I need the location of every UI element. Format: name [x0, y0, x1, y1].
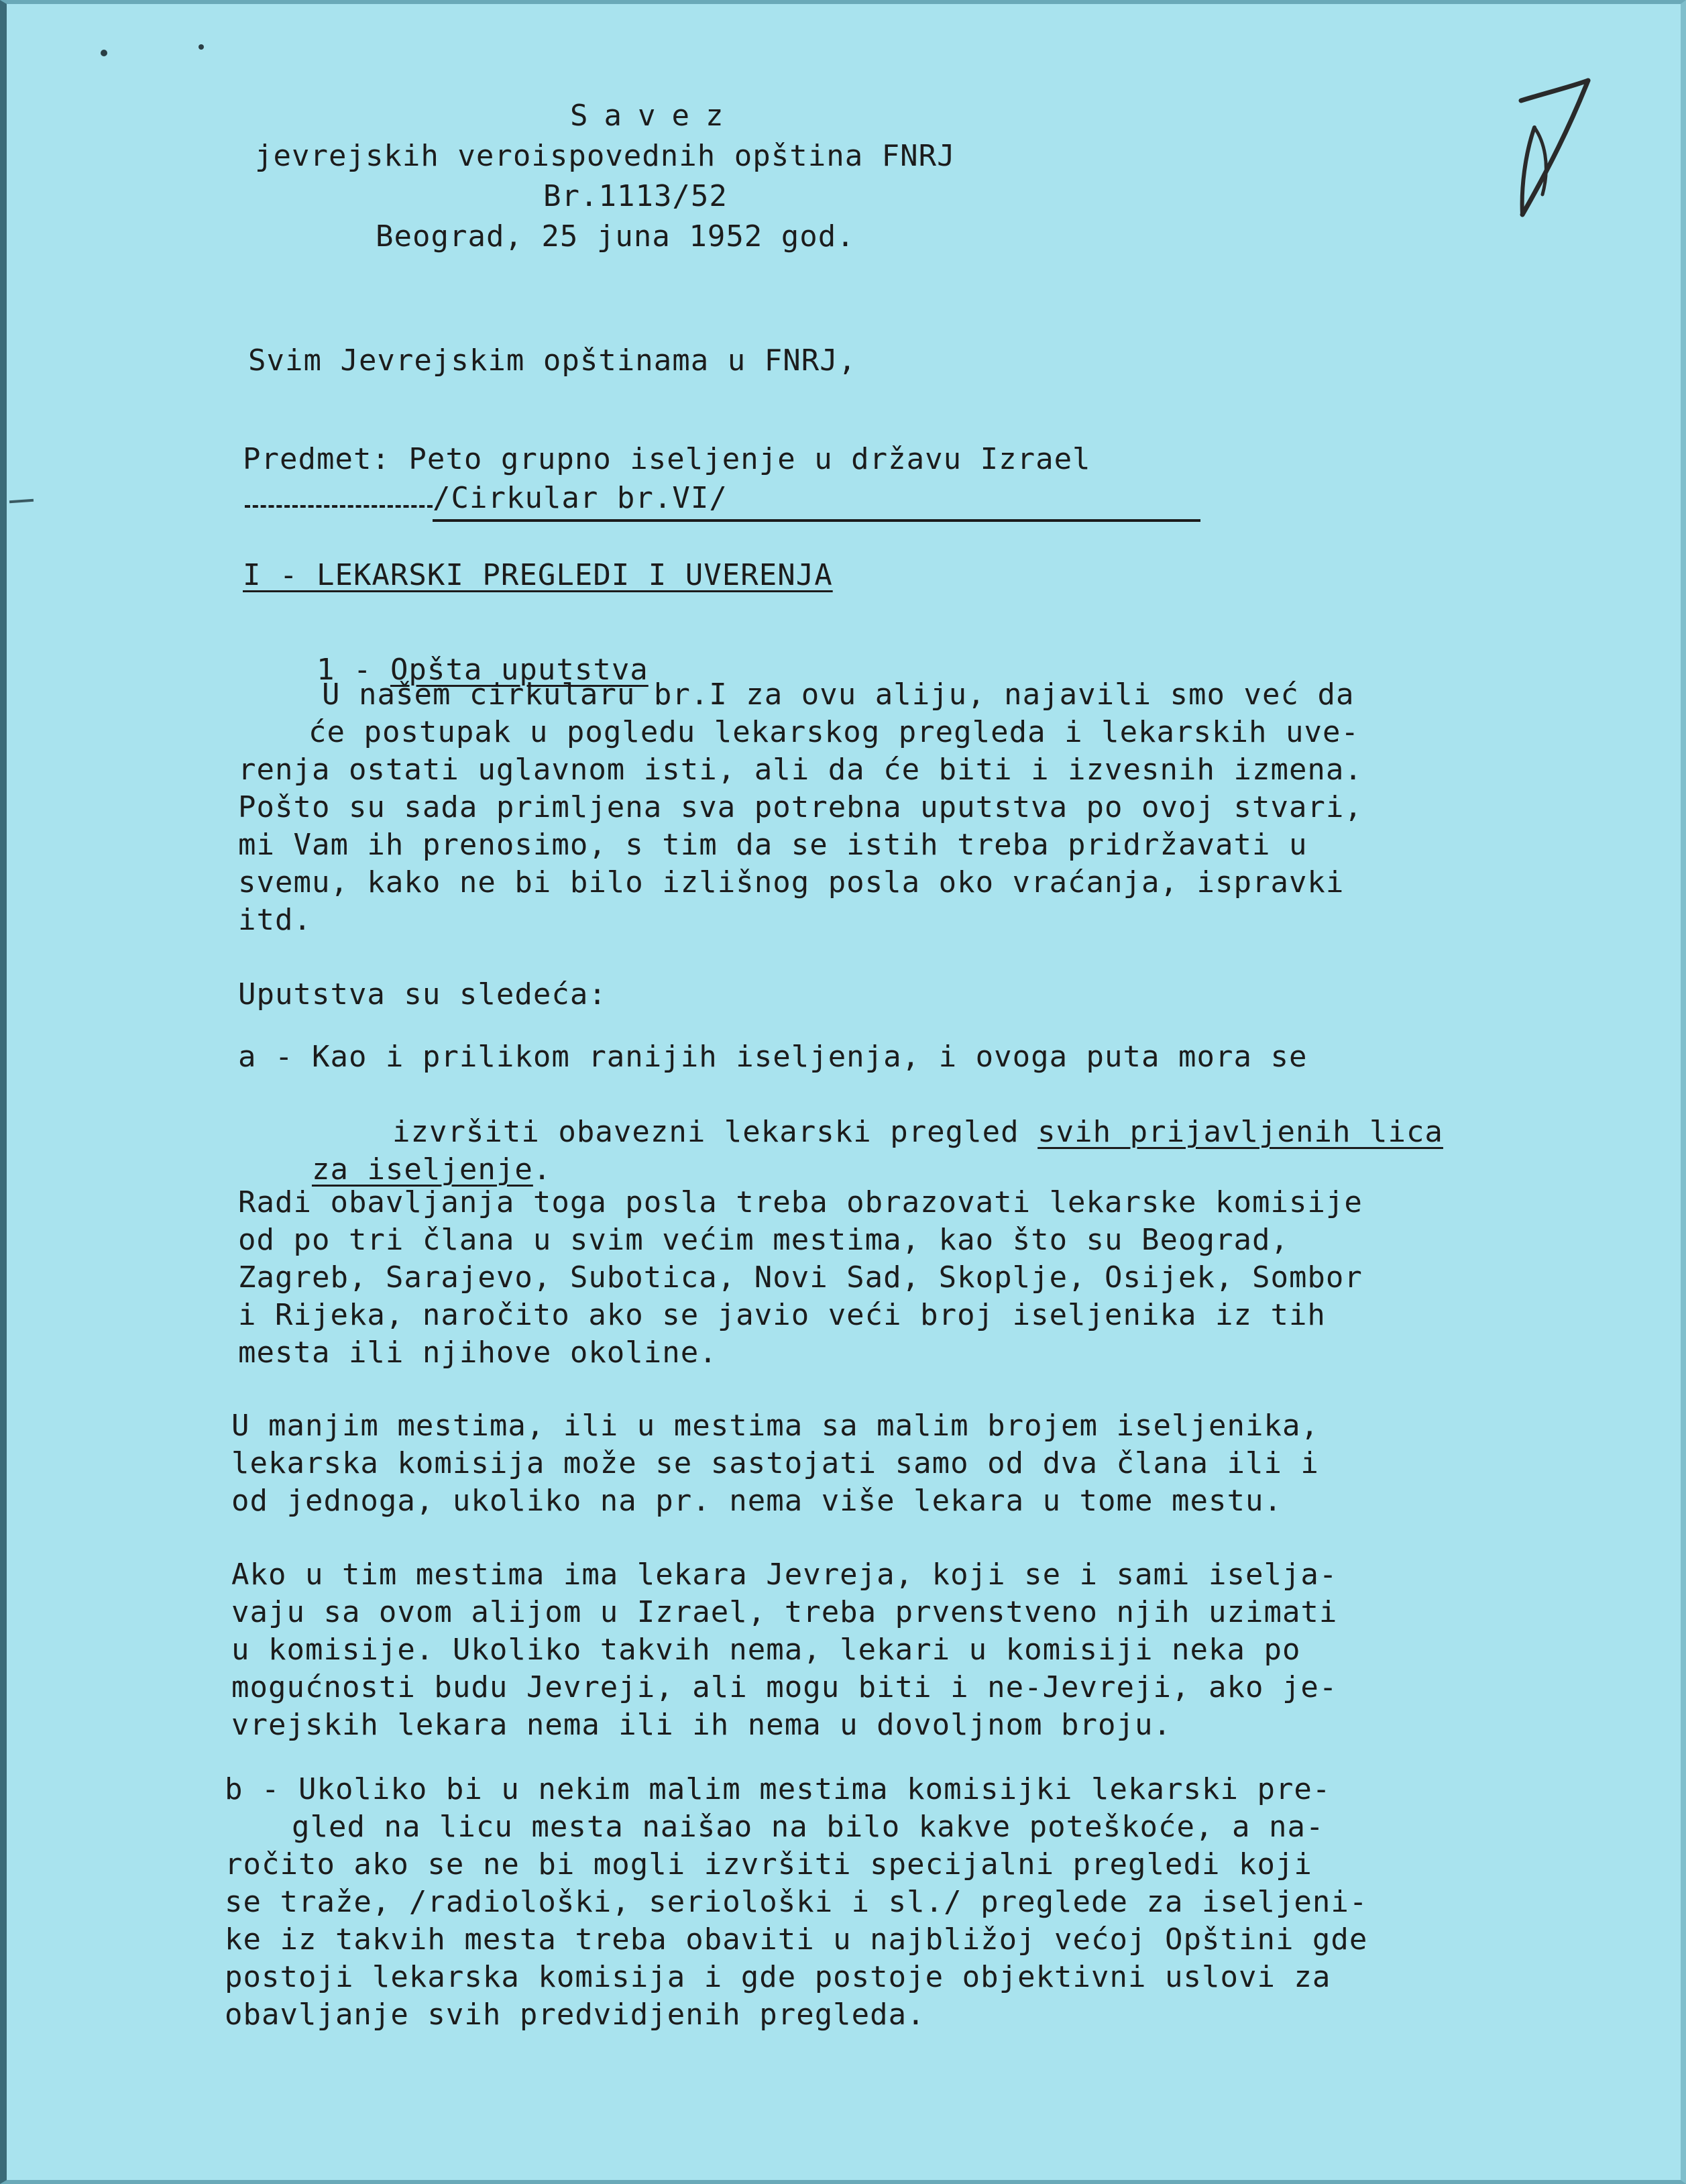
- addressee: Svim Jevrejskim opštinama u FNRJ,: [248, 343, 857, 378]
- subsection-title: Opšta uputstva: [390, 653, 649, 687]
- paragraph-1-line: mi Vam ih prenosimo, s tim da se istih treba pridržavati u: [238, 828, 1308, 862]
- paragraph-5-line: vaju sa ovom alijom u Izrael, treba prvenstveno njih uzimati: [231, 1595, 1338, 1629]
- paragraph-3-line: Radi obavljanja toga posla treba obrazovati lekarske komisije: [238, 1185, 1363, 1219]
- paragraph-4-line: od jednoga, ukoliko na pr. nema više lekara u tome mestu.: [231, 1484, 1282, 1518]
- date-line: Beograd, 25 juna 1952 god.: [376, 219, 855, 254]
- item-a-text: .: [532, 1152, 552, 1187]
- paragraph-1-line: Pošto su sada primljena sva potrebna uputstva po ovoj stvari,: [238, 790, 1363, 824]
- subject-circular-number: /Cirkular br.VI/: [433, 481, 728, 515]
- section-heading: I - LEKARSKI PREGLEDI I UVERENJA: [243, 558, 833, 592]
- item-b-line: postoji lekarska komisija i gde postoje objektivni uslovi za: [225, 1960, 1331, 1994]
- item-b-line: ke iz takvih mesta treba obaviti u najbližoj većoj Opštini gde: [225, 1922, 1368, 1957]
- item-b-line: gled na licu mesta naišao na bilo kakve poteškoće, a na-: [292, 1810, 1325, 1844]
- item-b-line: se traže, /radiološki, seriološki i sl./ preglede za iseljeni-: [225, 1885, 1368, 1919]
- paragraph-4-line: U manjim mestima, ili u mestima sa malim brojem iseljenika,: [231, 1409, 1319, 1443]
- item-b-line: obavljanje svih predvidjenih pregleda.: [225, 1998, 925, 2032]
- paragraph-4-line: lekarska komisija može se sastojati samo od dva člana ili i: [231, 1446, 1319, 1480]
- paragraph-5-line: mogućnosti budu Jevreji, ali mogu biti i ne-Jevreji, ako je-: [231, 1670, 1338, 1704]
- paragraph-1-line: itd.: [238, 903, 312, 937]
- reference-number: Br.1113/52: [543, 179, 728, 213]
- item-b-line: ročito ako se ne bi mogli izvršiti specijalni pregledi koji: [225, 1847, 1312, 1881]
- subject-underline-left: [245, 505, 433, 508]
- item-a-text: izvršiti obavezni lekarski pregled: [392, 1115, 1038, 1149]
- paragraph-5-line: vrejskih lekara nema ili ih nema u dovoljnom broju.: [231, 1708, 1172, 1742]
- item-b-line: b - Ukoliko bi u nekim malim mestima komisijki lekarski pre-: [225, 1772, 1331, 1806]
- subject-line: Predmet: Peto grupno iseljenje u državu Izrael: [243, 442, 1091, 476]
- item-a-line: a - Kao i prilikom ranijih iseljenja, i ovoga puta mora se: [238, 1040, 1308, 1074]
- instructions-intro: Uputstva su sledeća:: [238, 977, 607, 1012]
- org-name: jevrejskih veroispovednih opština FNRJ: [255, 139, 956, 173]
- subject-underline: [433, 519, 1200, 522]
- item-a-emphasis: svih prijavljenih lica: [1037, 1115, 1443, 1149]
- paragraph-5-line: u komisije. Ukoliko takvih nema, lekari u komisiji neka po: [231, 1633, 1301, 1667]
- paragraph-3-line: Zagreb, Sarajevo, Subotica, Novi Sad, Skoplje, Osijek, Sombor: [238, 1260, 1363, 1295]
- subsection-number: 1 -: [316, 653, 390, 687]
- paragraph-3-line: mesta ili njihove okoline.: [238, 1335, 718, 1370]
- paragraph-3-line: i Rijeka, naročito ako se javio veći broj iseljenika iz tih: [238, 1298, 1326, 1332]
- item-a-emphasis: za iseljenje: [311, 1152, 533, 1187]
- paragraph-1-line: svemu, kako ne bi bilo izlišnog posla oko vraćanja, ispravki: [238, 865, 1345, 899]
- paragraph-1-line: renja ostati uglavnom isti, ali da će biti i izvesnih izmena.: [238, 753, 1363, 787]
- paragraph-1-line: U našem cirkularu br.I za ovu aliju, najavili smo već da: [322, 677, 1355, 712]
- paragraph-5-line: Ako u tim mestima ima lekara Jevreja, koji se i sami iselja-: [231, 1558, 1338, 1592]
- paragraph-1-line: će postupak u pogledu lekarskog pregleda i lekarskih uve-: [308, 715, 1359, 749]
- org-title: Savez: [570, 99, 740, 133]
- paragraph-3-line: od po tri člana u svim većim mestima, kao što su Beograd,: [238, 1223, 1289, 1257]
